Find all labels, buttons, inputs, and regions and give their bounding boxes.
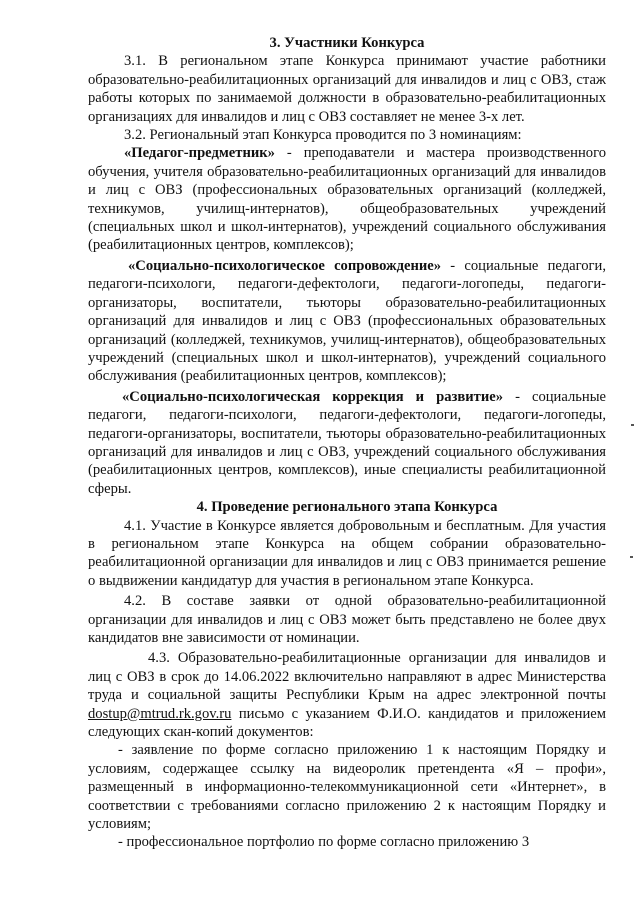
paragraph-4-2: 4.2. В составе заявки от одной образовательно-реабилитационной организации для инвалидов и лиц с ОВЗ может быть представлено не более двух кандидатов вне зависимости от номинации. [88,593,606,646]
scan-mark [631,424,634,426]
paragraph-text: письмо с указанием Ф.И.О. кандидатов и приложением следующих скан-копий документов: [88,705,606,741]
paragraph-4-1: 4.1. Участие в Конкурсе является добровольным и бесплатным. Для участия в региональном этапе Конкурса на общем собрании образовательно-реабилитационной организации для инвалидов и лиц с ОВЗ принимается решение о выдвижении кандидатур для участия в региональном этапе Конкурса. [88,517,606,589]
paragraph-text: 4.3. Образовательно-реабилитационные организации для инвалидов и лиц с ОВЗ в срок до 14.06.2022 включительно направляют в адрес Министерства труда и социальной защиты Республики Крым на адрес электронной почты [88,650,606,704]
paragraph-3-1: 3.1. В региональном этапе Конкурса принимают участие работники образовательно-реабилитационных организаций для инвалидов и лиц с ОВЗ, стаж работы которых по занимаемой должности в образовательно-реабилитационных организациях для инвалидов и лиц с ОВЗ составляет не менее 3-х лет. [88,53,606,125]
nomination-social-psych-support [88,257,606,386]
nomination-title: «Педагог-предметник» [124,145,275,162]
section-3-heading: 3. Участники Конкурса [269,35,425,51]
list-item: - профессиональное портфолио по форме согласно приложению 3 [118,834,530,851]
nomination-social-psych-correction [88,388,606,498]
paragraph-3-2: 3.2. Региональный этап Конкурса проводится по 3 номинациям: [124,127,522,144]
nomination-title: «Социально-психологическое сопровождение» [128,257,442,274]
nomination-description: - преподаватели и мастера производственного обучения, учителя образовательно-реабилитационных организаций для инвалидов и лиц с ОВЗ (профессиональных образовательных организаций (колледжей, техникумов, училищ-интернатов), общеобразовательных учреждений (специальных школ и школ-интернатов), учреждений социального обслуживания (реабилитационных центров, комплексов); [88,145,606,254]
list-item: - заявление по форме согласно приложению 1 к настоящим Порядку и условиям, содержащее ссылку на видеоролик претендента «Я – профи», размещенный в информационно-телекоммуникационной сети «Интернет», в соответствии с требованиями согласно приложению 2 к настоящим Порядку и условиям; [88,742,606,833]
nomination-title: «Социально-психологическая коррекция и развитие» [122,388,504,405]
paragraph-4-3 [88,649,606,741]
nomination-description: - социальные педагоги, педагоги-психологи, педагоги-дефектологи, педагоги-логопеды, педагоги-организаторы, воспитатели, тьюторы образовательно-реабилитационных организаций для инвалидов и лиц с ОВЗ, учреждений социального обслуживания (реабилитационных центров, комплексов), иные специалисты реабилитационной сферы. [88,388,606,497]
section-4-heading: 4. Проведение регионального этапа Конкурса [196,499,498,516]
nomination-description: - социальные педагоги, педагоги-психологи, педагоги-дефектологи, педагоги-логопеды, педагоги-организаторы, воспитатели, тьюторы образовательно-реабилитационных организаций для инвалидов и лиц с ОВЗ (профессиональных образовательных организаций (колледжей, техникумов, училищ-интернатов), общеобразовательных учреждений (специальных школ и школ-интернатов), учреждений социального обслуживания (реабилитационных центров, комплексов); [88,257,606,385]
nomination-subject-teacher [88,144,606,254]
document-page [88,34,606,852]
scan-mark [630,556,633,558]
email-link[interactable]: dostup@mtrud.rk.gov.ru [88,705,232,722]
